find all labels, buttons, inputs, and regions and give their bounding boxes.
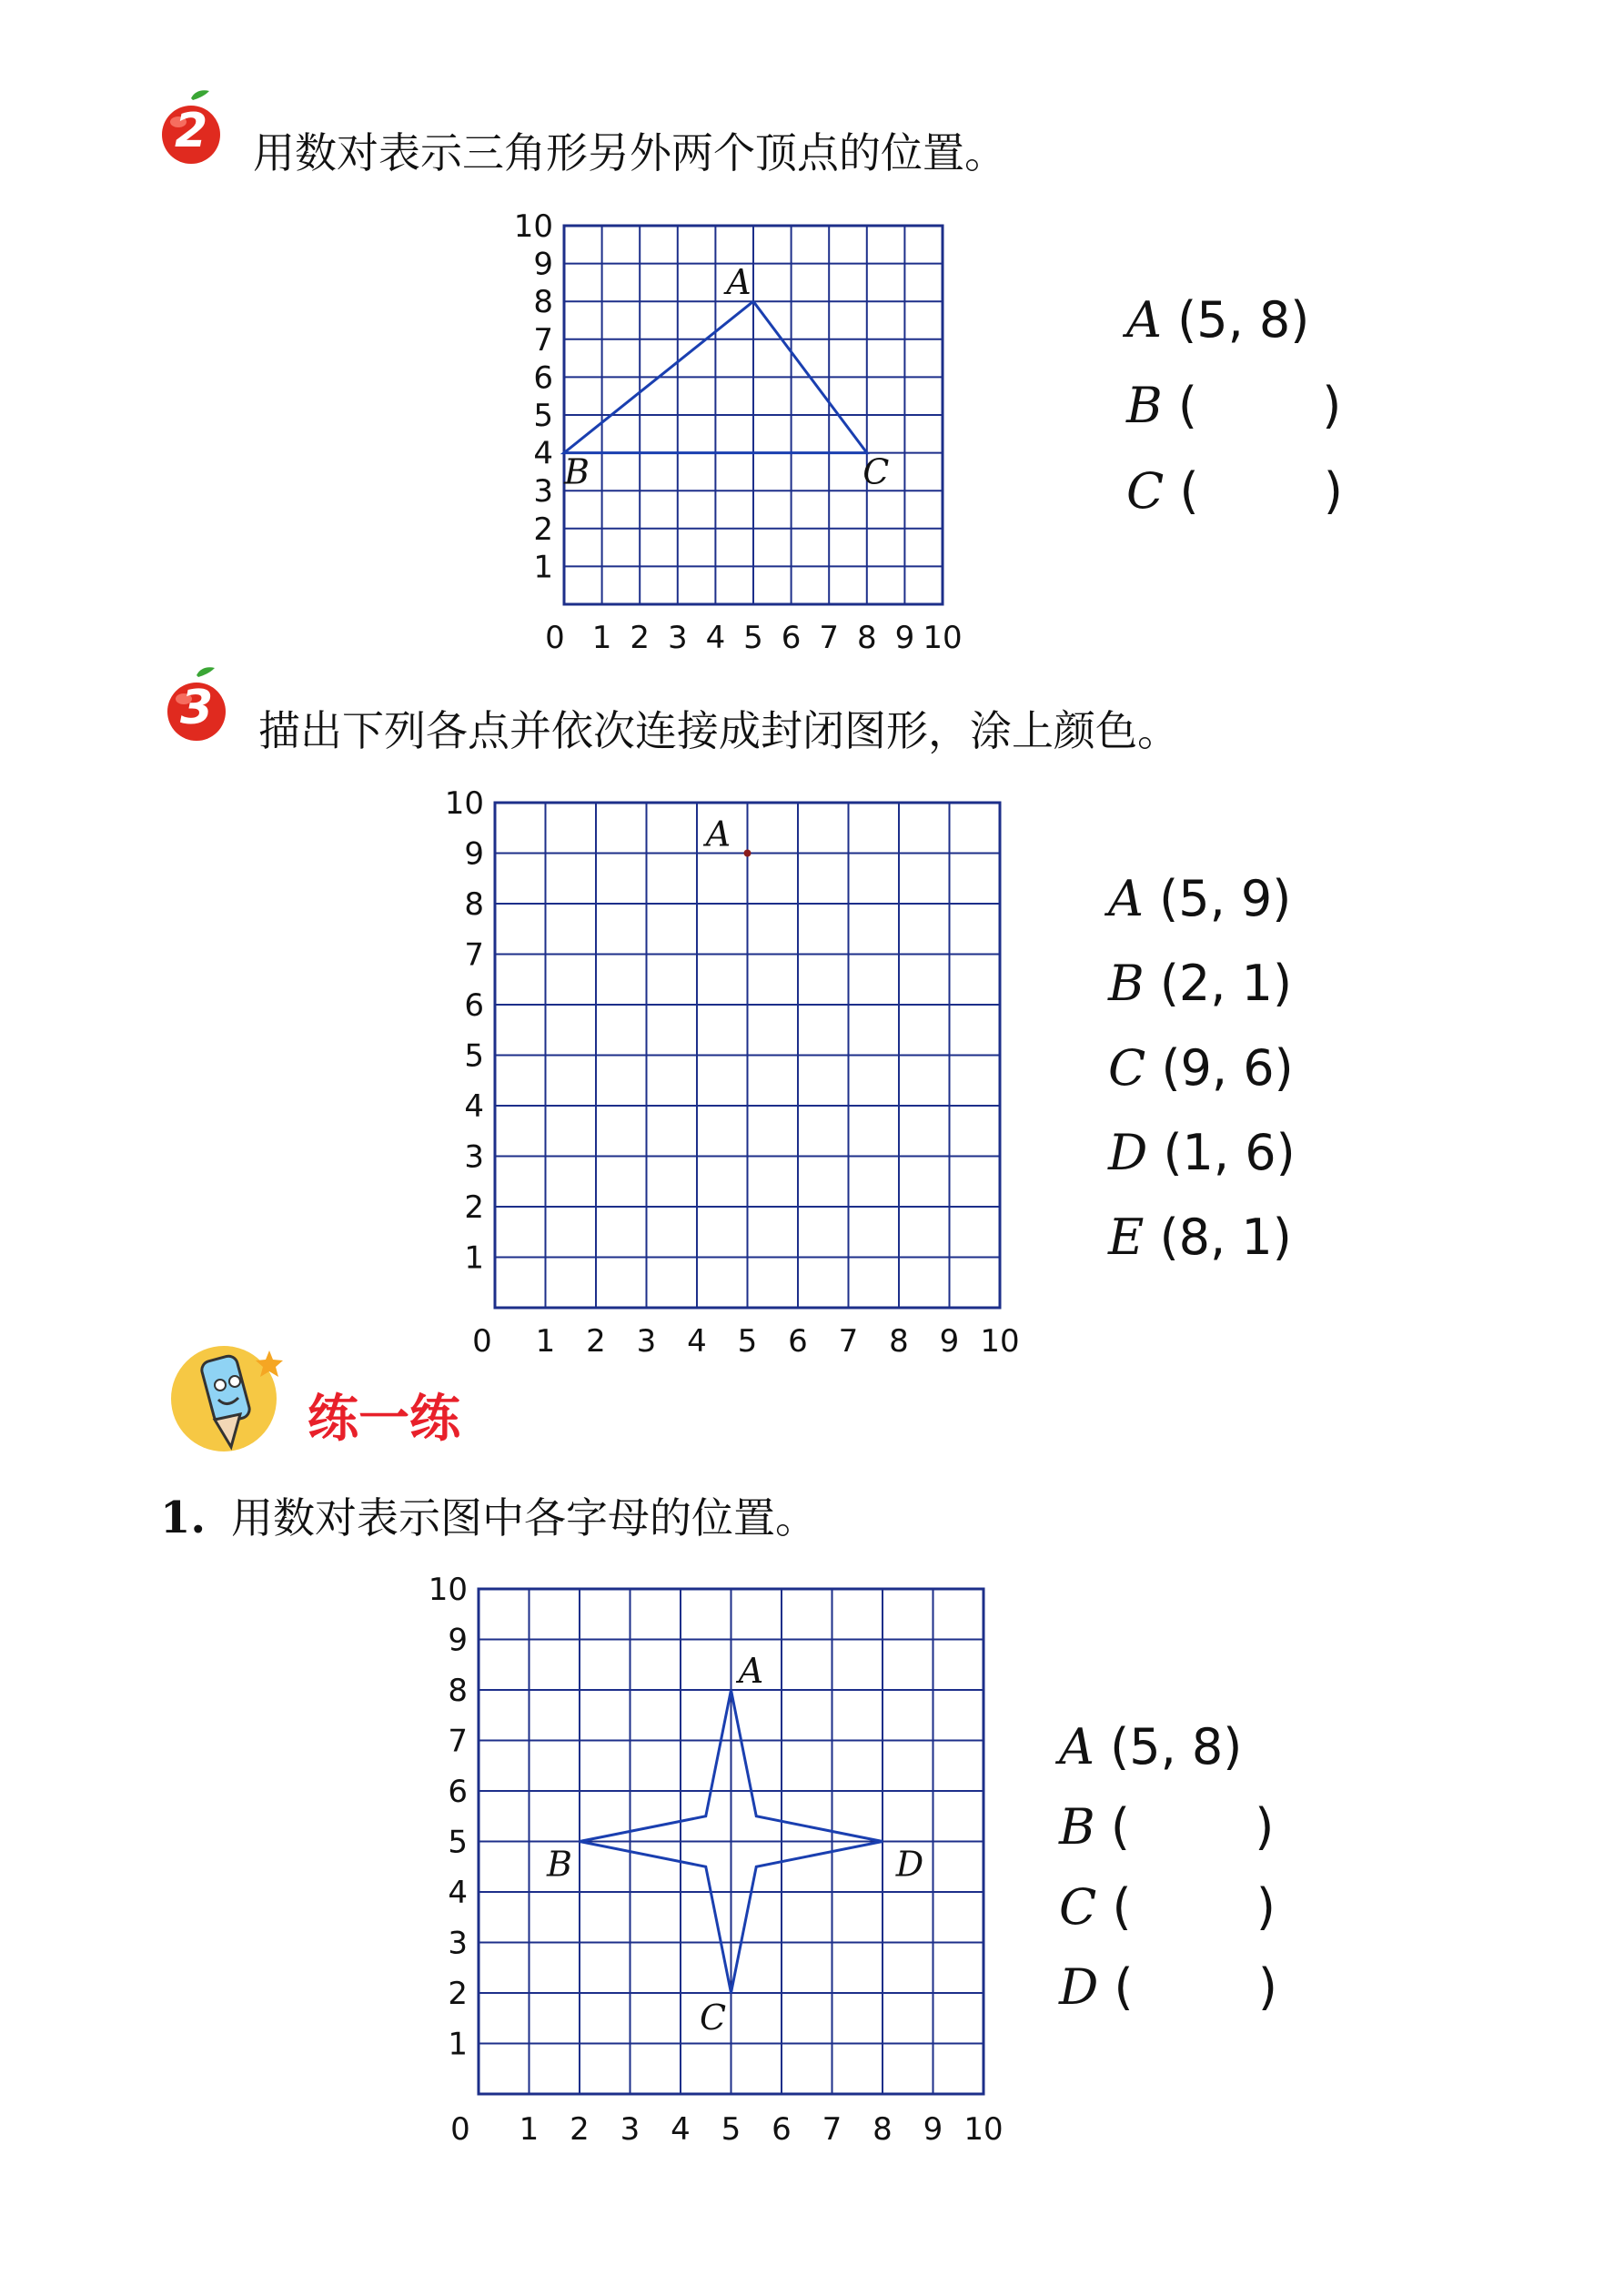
- q2-y-tick: 4: [533, 435, 553, 472]
- q3-title: 描出下列各点并依次连接成封闭图形，涂上颜色。: [258, 706, 1179, 755]
- answer-row: [1059, 1960, 1277, 2015]
- q2-x-tick: 7: [819, 620, 840, 656]
- ex1-label-d: D: [895, 1844, 924, 1885]
- ex1-y-tick: 1: [448, 2026, 468, 2063]
- answer-value: (5, 8): [1094, 1718, 1243, 1775]
- q2-x-tick: 1: [591, 620, 612, 656]
- answer-letter: B: [1108, 955, 1145, 1012]
- q2-y-tick: 1: [533, 549, 553, 586]
- answer-row: [1059, 1720, 1242, 1775]
- ex1-y-tick: 3: [448, 1925, 468, 1962]
- ex1-y-tick: 10: [428, 1572, 468, 1608]
- q3-y-tick: 9: [464, 835, 484, 873]
- ex1-y-tick: 2: [448, 1976, 468, 2012]
- ex1-y-tick: 7: [448, 1723, 468, 1760]
- answer-letter: A: [1126, 291, 1162, 349]
- answer-letter: C: [1126, 462, 1165, 520]
- q2-x-tick: 2: [630, 620, 651, 656]
- q3-answers: [1108, 872, 1381, 1272]
- answer-letter: B: [1059, 1798, 1095, 1856]
- answer-value: (5, 9): [1144, 870, 1292, 927]
- q2-y-tick: 5: [533, 398, 553, 434]
- answer-row: [1059, 1880, 1276, 1935]
- q2-y-tick: 3: [533, 473, 553, 511]
- q3-x-tick: 1: [535, 1323, 556, 1360]
- q2-x-tick: 8: [856, 620, 877, 656]
- ex1-x-tick: 1: [519, 2111, 540, 2148]
- q3-x-tick: 6: [788, 1323, 808, 1360]
- answer-value: ( ): [1096, 1878, 1276, 1936]
- q3-x-tick: 7: [838, 1323, 859, 1360]
- q2-label-b: B: [564, 451, 590, 492]
- q2-label-a: A: [726, 262, 751, 303]
- ex1-x-tick: 10: [963, 2111, 1004, 2148]
- answer-letter: C: [1059, 1878, 1097, 1936]
- ex1-y-tick: 9: [448, 1622, 468, 1659]
- answer-letter: C: [1108, 1039, 1146, 1097]
- ex1-x-tick: 7: [822, 2111, 842, 2148]
- q2-y-tick: 10: [513, 208, 553, 245]
- q3-x-tick: 0: [472, 1323, 492, 1360]
- answer-row: [1108, 1041, 1294, 1096]
- q2-badge: [153, 89, 229, 169]
- q3-grid: [437, 783, 1055, 1365]
- q3-badge: [158, 666, 235, 746]
- q3-y-tick: 4: [464, 1088, 484, 1125]
- q2-grid: [509, 209, 983, 655]
- ex1-label-b: B: [547, 1844, 572, 1885]
- ex1-x-tick: 3: [620, 2111, 641, 2148]
- ex1-y-tick: 4: [448, 1875, 468, 1911]
- q3-y-tick: 3: [464, 1138, 484, 1176]
- answer-value: ( ): [1164, 462, 1343, 520]
- answer-row: [1126, 379, 1341, 433]
- answer-value: (1, 6): [1147, 1124, 1296, 1181]
- q3-x-tick: 8: [889, 1323, 909, 1360]
- ex1-x-tick: 6: [772, 2111, 792, 2148]
- q3-y-tick: 5: [464, 1037, 484, 1075]
- answer-row: [1108, 956, 1292, 1011]
- practice-heading: 练一练: [308, 1390, 460, 1449]
- q2-y-tick: 7: [533, 321, 553, 359]
- q3-x-tick: 10: [980, 1323, 1020, 1360]
- answer-letter: A: [1108, 870, 1144, 927]
- pencil-mascot-icon: [160, 1330, 297, 1467]
- answer-letter: D: [1108, 1124, 1148, 1181]
- q3-x-tick: 5: [737, 1323, 758, 1360]
- ex1-x-tick: 8: [873, 2111, 893, 2148]
- answer-letter: D: [1059, 1958, 1099, 2016]
- ex1-x-tick: 5: [721, 2111, 741, 2148]
- ex1-number: 1.: [160, 1492, 207, 1543]
- answer-row: [1126, 464, 1343, 519]
- q3-x-tick: 3: [636, 1323, 657, 1360]
- q2-y-tick: 9: [533, 246, 553, 283]
- answer-letter: E: [1108, 1209, 1145, 1266]
- q2-answers: [1126, 293, 1399, 530]
- q2-label-c: C: [862, 451, 890, 492]
- ex1-label-c: C: [699, 1998, 727, 2038]
- q2-x-tick: 5: [743, 620, 763, 656]
- q3-y-tick: 8: [464, 886, 484, 923]
- answer-value: ( ): [1098, 1958, 1277, 2016]
- ex1-x-tick: 4: [671, 2111, 691, 2148]
- q3-point: [744, 850, 751, 857]
- q2-title: 用数对表示三角形另外两个顶点的位置。: [253, 128, 1006, 177]
- ex1-x-tick: 9: [923, 2111, 943, 2148]
- answer-row: [1059, 1800, 1274, 1855]
- answer-letter: A: [1059, 1718, 1094, 1775]
- q3-x-tick: 2: [586, 1323, 606, 1360]
- q3-x-tick: 9: [939, 1323, 960, 1360]
- answer-value: (2, 1): [1144, 955, 1293, 1012]
- q2-x-tick: 3: [667, 620, 688, 656]
- ex1-answers: [1059, 1720, 1332, 2048]
- q2-y-tick: 8: [533, 284, 553, 321]
- answer-row: [1108, 1126, 1296, 1180]
- q3-y-tick: 6: [464, 987, 484, 1024]
- q3-number: 3: [180, 681, 214, 735]
- q2-y-tick: 6: [533, 359, 553, 397]
- ex1-x-tick: 2: [570, 2111, 590, 2148]
- answer-letter: B: [1126, 377, 1163, 434]
- q3-label-a: A: [705, 814, 731, 855]
- q2-number: 2: [175, 104, 208, 158]
- q2-x-tick: 0: [545, 620, 565, 656]
- answer-value: (8, 1): [1144, 1209, 1292, 1266]
- ex1-y-tick: 6: [448, 1774, 468, 1810]
- ex1-grid: [419, 1573, 1037, 2155]
- ex1-y-tick: 5: [448, 1824, 468, 1861]
- q2-x-tick: 6: [781, 620, 802, 656]
- ex1-y-tick: 8: [448, 1673, 468, 1709]
- answer-row: [1108, 872, 1291, 926]
- q3-y-tick: 2: [464, 1189, 484, 1226]
- answer-value: (9, 6): [1145, 1039, 1294, 1097]
- answer-row: [1108, 1210, 1292, 1265]
- q3-y-tick: 10: [444, 785, 484, 822]
- q2-y-tick: 2: [533, 511, 553, 548]
- pencil-mascot: [160, 1330, 297, 1471]
- q3-y-tick: 7: [464, 936, 484, 974]
- ex1-label-a: A: [738, 1651, 764, 1691]
- ex1-title: 用数对表示图中各字母的位置。: [231, 1493, 817, 1542]
- q3-y-tick: 1: [464, 1239, 484, 1277]
- q3-x-tick: 4: [687, 1323, 707, 1360]
- answer-value: (5, 8): [1162, 291, 1310, 349]
- q2-x-tick: 9: [894, 620, 915, 656]
- q2-x-tick: 4: [705, 620, 726, 656]
- answer-value: ( ): [1094, 1798, 1275, 1856]
- ex1-x-tick: 0: [450, 2111, 470, 2148]
- answer-row: [1126, 293, 1309, 348]
- q2-x-tick: 10: [923, 620, 963, 656]
- answer-value: ( ): [1162, 377, 1342, 434]
